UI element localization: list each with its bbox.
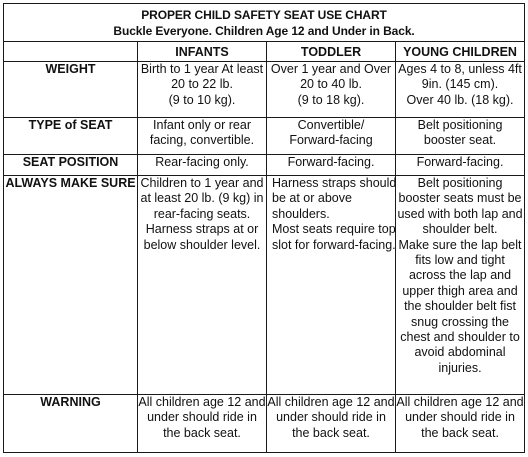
cell-text-line: Convertible/ <box>297 118 365 132</box>
row-label-seat-position: SEAT POSITION <box>4 155 138 176</box>
cell-text-line: Forward-facing. <box>287 155 375 169</box>
cell-text-line: Forward-facing. <box>416 155 504 169</box>
cell-text-line: avoid abdominal <box>414 345 506 360</box>
cell-text-line: (9 to 18 kg). <box>297 92 365 107</box>
table-row <box>4 176 525 395</box>
cell-warning-toddler <box>267 395 396 453</box>
cell-text-line: snug crossing the <box>411 314 509 329</box>
chart-title-line-2: Buckle Everyone. Children Age 12 and Under in Back. <box>113 23 415 38</box>
cell-position-toddler <box>267 155 396 176</box>
cell-text-line: Over 40 lb. (18 kg). <box>406 92 514 107</box>
cell-text-line: Rear-facing only. <box>155 155 249 169</box>
cell-weight-infants <box>138 62 267 118</box>
row-label-type-of-seat: TYPE of SEAT <box>4 118 138 155</box>
table-row <box>4 62 525 118</box>
cell-type-toddler <box>267 118 396 155</box>
cell-text-line: Forward-facing <box>289 133 373 148</box>
column-header-infants: INFANTS <box>138 42 267 62</box>
cell-text-line: (9 to 10 kg). <box>168 92 236 107</box>
cell-text-line: at least 20 lb. (9 kg) in <box>140 191 264 206</box>
cell-text-line: the back seat. <box>421 425 499 440</box>
cell-text-line: Harness straps at or <box>145 222 259 237</box>
cell-text-line: the back seat. <box>292 425 370 440</box>
cell-text-line: be at or above <box>272 191 352 206</box>
cell-text-line: Belt positioning <box>417 176 503 190</box>
cell-text-line: Children to 1 year and <box>140 176 264 190</box>
cell-always-toddler <box>267 176 396 395</box>
cell-text-line: slot for forward-facing. <box>272 237 396 252</box>
cell-type-infants <box>138 118 267 155</box>
cell-text-line: chest and shoulder to <box>400 330 520 345</box>
cell-text-line: All children age 12 and <box>138 395 266 409</box>
cell-text-line: shoulder belt. <box>422 222 498 237</box>
cell-text-line: under should ride in <box>276 410 386 425</box>
cell-text-line: the back seat. <box>163 425 241 440</box>
chart-title-line-1: PROPER CHILD SAFETY SEAT USE CHART <box>141 7 387 22</box>
cell-text-line: fits low and tight <box>415 253 505 268</box>
cell-text-line: Harness straps should <box>272 176 397 190</box>
cell-text-line: booster seat. <box>423 133 497 148</box>
cell-text-line: Infant only or rear <box>153 118 251 132</box>
cell-text-line: the shoulder belt fist <box>404 299 516 314</box>
cell-warning-young-children <box>396 395 525 453</box>
cell-text-line: injuries. <box>438 360 482 375</box>
cell-text-line: booster seats must be <box>398 191 522 206</box>
cell-text-line: Ages 4 to 8, unless 4ft <box>398 62 522 76</box>
cell-text-line: 9in. (145 cm). <box>421 77 499 92</box>
cell-text-line: 20 to 22 lb. <box>171 77 233 92</box>
cell-text-line: Birth to 1 year At least <box>140 62 264 76</box>
cell-text-line: below shoulder level. <box>143 237 261 252</box>
cell-text-line: shoulders. <box>272 206 330 221</box>
cell-text-line: rear-facing seats. <box>153 206 251 221</box>
cell-position-infants <box>138 155 267 176</box>
cell-weight-toddler <box>267 62 396 118</box>
cell-weight-young-children <box>396 62 525 118</box>
header-blank-cell <box>4 42 138 62</box>
cell-text-line: under should ride in <box>405 410 515 425</box>
cell-always-young-children <box>396 176 525 395</box>
cell-text-line: facing, convertible. <box>149 133 255 148</box>
table-row <box>4 155 525 176</box>
cell-text-line: Most seats require top <box>272 222 396 237</box>
row-label-warning: WARNING <box>4 395 138 453</box>
cell-text-line: 20 to 40 lb. <box>300 77 362 92</box>
cell-type-young-children <box>396 118 525 155</box>
cell-text-line: All children age 12 and <box>396 395 524 409</box>
chart-title <box>4 4 525 42</box>
column-header-toddler: TODDLER <box>267 42 396 62</box>
row-label-weight: WEIGHT <box>4 62 138 118</box>
row-label-always-make-sure: ALWAYS MAKE SURE <box>4 176 138 395</box>
child-safety-seat-chart <box>3 3 525 453</box>
cell-text-line: under should ride in <box>147 410 257 425</box>
cell-text-line: upper thigh area and <box>402 283 518 298</box>
cell-text-line: All children age 12 and <box>267 395 395 409</box>
cell-text-line: Make sure the lap belt <box>398 237 522 252</box>
cell-text-line: Over 1 year and Over <box>270 62 392 76</box>
column-header-young-children: YOUNG CHILDREN <box>396 42 525 62</box>
cell-text-line: across the lap and <box>408 268 512 283</box>
cell-position-young-children <box>396 155 525 176</box>
table-row <box>4 118 525 155</box>
table-row <box>4 395 525 453</box>
cell-warning-infants <box>138 395 267 453</box>
cell-text-line: Belt positioning <box>417 118 503 132</box>
cell-always-infants <box>138 176 267 395</box>
cell-text-line: used with both lap and <box>397 206 523 221</box>
